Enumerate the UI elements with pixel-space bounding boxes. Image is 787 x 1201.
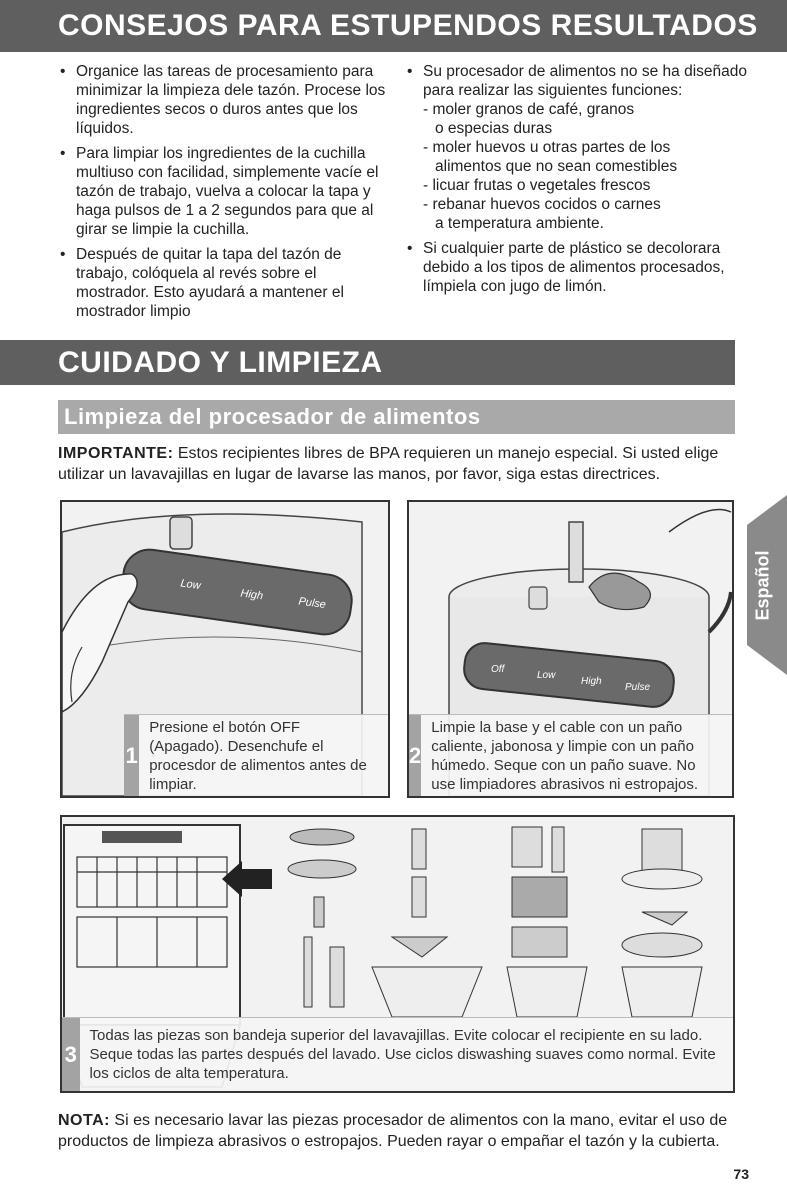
banner-cleaning-title: Limpieza del procesador de alimentos: [64, 404, 481, 429]
important-paragraph: [58, 443, 748, 485]
sub-item-cont: o especias duras: [435, 120, 553, 137]
control-pulse-label: Pulse: [625, 682, 651, 693]
tip-item: • Después de quitar la tapa del tazón de trabajo, colóquela al revés sobre el mostrador. Esto ayudará a mantener el mostrador limpio: [58, 245, 388, 321]
language-tab-text: Español: [752, 549, 773, 621]
step-3-panel: [60, 815, 735, 1093]
control-high-label: High: [581, 676, 602, 687]
tips-left-column: [58, 62, 388, 327]
sub-item: - moler huevos u otras partes de los: [423, 139, 671, 156]
tip-item: • Si cualquier parte de plástico se decolorara debido a los tipos de alimentos procesados, límpiela con jugo de limón.: [405, 239, 750, 296]
step-2-caption: [409, 714, 732, 796]
step-1-number: 1: [124, 715, 139, 796]
important-label: IMPORTANTE:: [58, 445, 174, 462]
important-text: Estos recipientes libres de BPA requieren un manejo especial. Si usted elige utilizar un lavavajillas en lugar de lavarse las manos, por favor, siga estas directrices.: [58, 445, 719, 483]
section-banner-tips: [0, 0, 787, 52]
sub-item-cont: a temperatura ambiente.: [435, 215, 604, 232]
sub-item: - rebanar huevos cocidos o carnes: [423, 196, 661, 213]
tip-item: • Organice las tareas de procesamiento para minimizar la limpieza dele tazón. Procese los ingredientes secos o duros antes que los líquidos.: [58, 62, 388, 138]
step-3-number: 3: [62, 1018, 80, 1091]
step-2-panel: [407, 500, 734, 798]
step-3-text: Todas las piezas son bandeja superior del lavavajillas. Evite colocar el recipiente en su lado. Seque todas las partes después del lavado. Use ciclos diswashing suaves como normal. Evite los ciclos de alta temperatura.: [89, 1027, 716, 1082]
control-low-label: Low: [537, 670, 556, 681]
step-2-text: Limpie la base y el cable con un paño caliente, jabonosa y limpie con un paño húmedo. Seque con un paño suave. No use limpiadores abrasivos ni estropajos.: [431, 718, 699, 793]
banner-care-title: CUIDADO Y LIMPIEZA: [58, 345, 383, 379]
note-paragraph: [58, 1110, 738, 1152]
banner-tips-title: CONSEJOS PARA ESTUPENDOS RESULTADOS: [58, 9, 758, 42]
step-1-caption: [124, 714, 388, 796]
note-label: NOTA:: [58, 1112, 110, 1129]
step-2-number: 2: [409, 715, 421, 796]
section-banner-cleaning: [58, 400, 735, 434]
page-number: 73: [733, 1166, 749, 1182]
control-low-label: Low: [179, 577, 202, 593]
tip-item: [405, 62, 750, 233]
control-high-label: High: [239, 587, 264, 603]
section-banner-care: [0, 340, 735, 385]
language-tab-label: [747, 520, 779, 650]
note-text: Si es necesario lavar las piezas procesador de alimentos con la mano, evitar el uso de productos de limpieza abrasivos o estropajos. Pueden rayar o empañar el tazón y la cubierta.: [58, 1112, 728, 1150]
sub-item-cont: alimentos que no sean comestibles: [435, 158, 678, 175]
step-1-panel: [60, 500, 390, 798]
tip-item: • Para limpiar los ingredientes de la cuchilla multiuso con facilidad, simplemente vacíe el tazón de trabajo, vuelva a colocar la tapa y haga pulsos de 1 a 2 segundos para que al girar se limpie la cuchilla.: [58, 144, 388, 239]
control-off-label: Off: [491, 664, 505, 675]
control-pulse-label: Pulse: [297, 595, 327, 612]
sub-item: - licuar frutas o vegetales frescos: [423, 177, 651, 194]
step-3-caption: [62, 1017, 733, 1091]
sub-item: - moler granos de café, granos: [423, 101, 635, 118]
tips-right-column: [405, 62, 750, 302]
step-1-text: Presione el botón OFF (Apagado). Desenchufe el procesdor de alimentos antes de limpiar.: [149, 718, 367, 793]
tip-intro: • Su procesador de alimentos no se ha diseñado para realizar las siguientes funciones:: [423, 63, 747, 99]
